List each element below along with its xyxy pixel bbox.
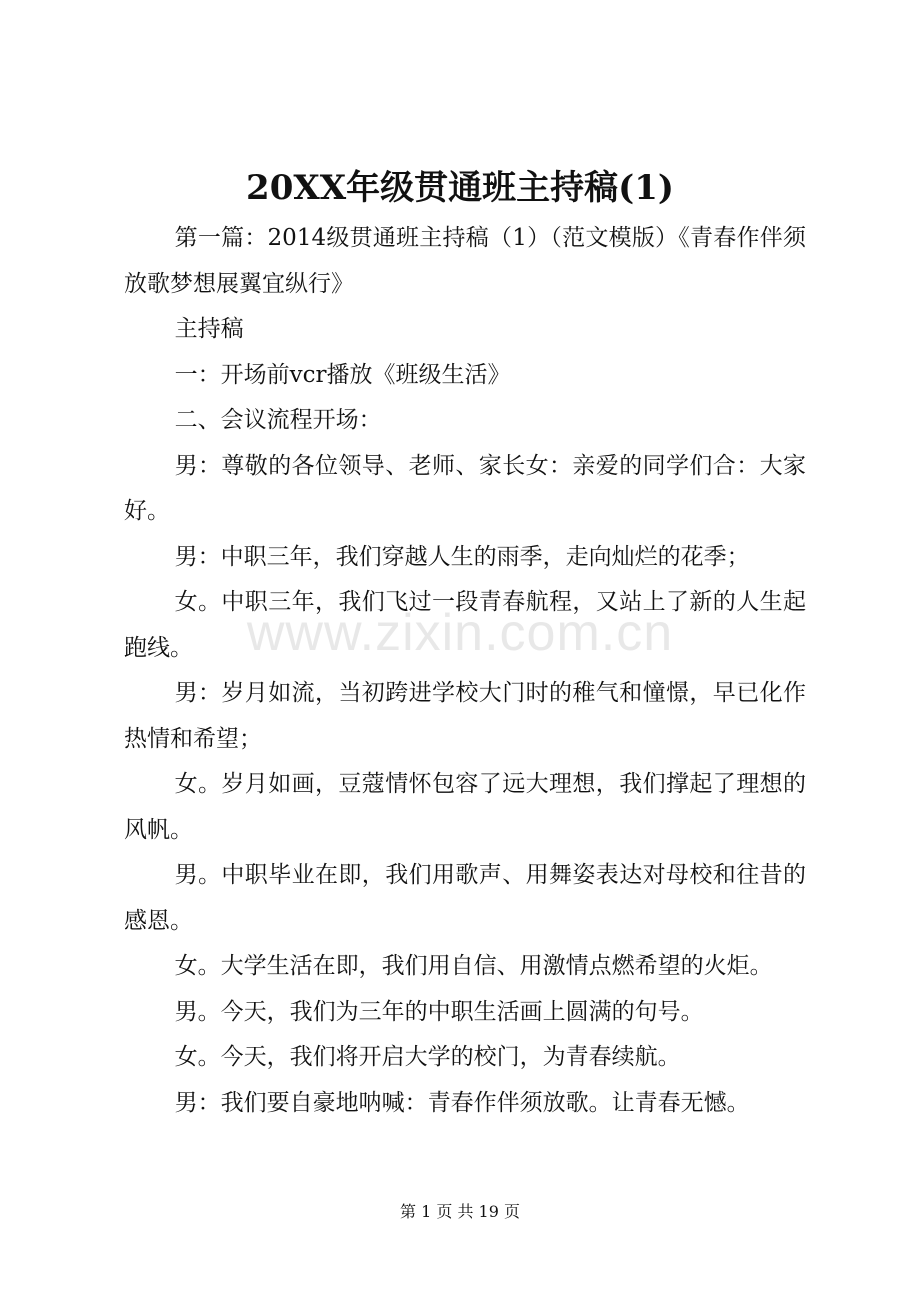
- paragraph: 二、会议流程开场：: [174, 407, 382, 433]
- paragraph: 男：岁月如流，当初跨进学校大门时的稚气和憧憬，早已化作热情和希望；: [124, 680, 806, 752]
- paragraph: 女。中职三年，我们飞过一段青春航程，又站上了新的人生起跑线。: [124, 589, 806, 661]
- watermark: www.zixin.com.cn: [246, 604, 674, 662]
- paragraph: 女。岁月如画，豆蔻情怀包容了远大理想，我们撑起了理想的风帆。: [124, 771, 806, 843]
- document-title: 20XX年级贯通班主持稿(1): [246, 168, 674, 208]
- document-body: [124, 216, 806, 1126]
- paragraph: 主持稿: [174, 316, 244, 342]
- paragraph: 男：中职三年，我们穿越人生的雨季，走向灿烂的花季；: [174, 543, 750, 570]
- paragraph: 男：我们要自豪地呐喊：青春作伴须放歌。让青春无憾。: [174, 1089, 750, 1116]
- paragraph: 男。中职毕业在即，我们用歌声、用舞姿表达对母校和往昔的感恩。: [124, 862, 806, 934]
- paragraph: 女。大学生活在即，我们用自信、用激情点燃希望的火炬。: [174, 953, 773, 979]
- paragraph: 第一篇：2014级贯通班主持稿（1）（范文模版）《青春作伴须放歌梦想展翼宜纵行》: [124, 225, 806, 297]
- paragraph: 男。今天，我们为三年的中职生活画上圆满的句号。: [174, 998, 704, 1025]
- paragraph: 女。今天，我们将开启大学的校门，为青春续航。: [174, 1044, 681, 1070]
- page-footer: 第 1 页 共 19 页: [400, 1202, 520, 1221]
- paragraph: 一：开场前vcr播放《班级生活》: [174, 361, 511, 388]
- paragraph: 男：尊敬的各位领导、老师、家长女：亲爱的同学们合：大家好。: [124, 452, 806, 524]
